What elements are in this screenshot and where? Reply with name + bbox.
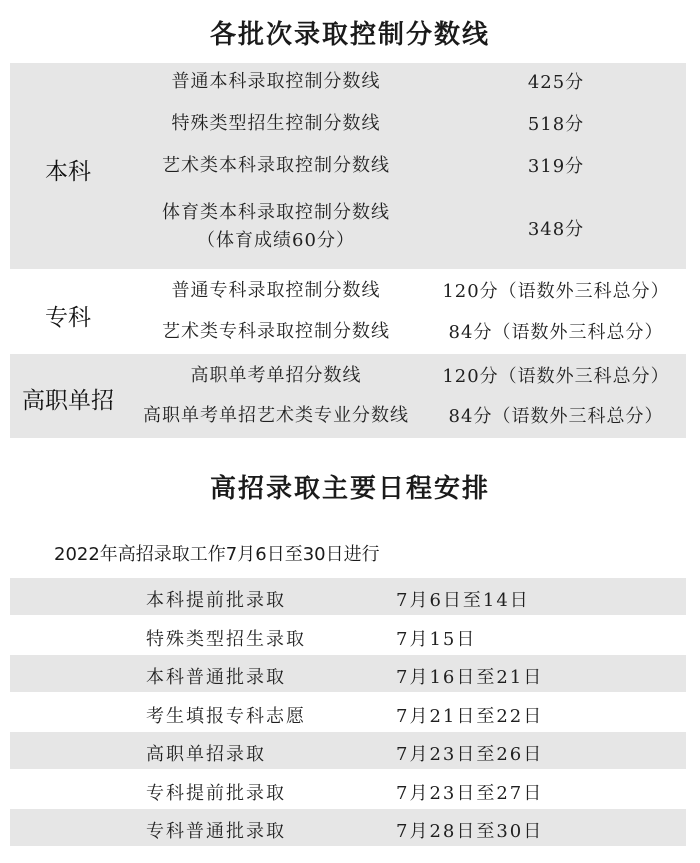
row-name: 艺术类专科录取控制分数线 xyxy=(162,321,390,342)
schedule-event: 考生填报专科志愿 xyxy=(146,706,306,727)
table-row xyxy=(126,402,686,434)
row-name: 普通专科录取控制分数线 xyxy=(171,280,381,301)
schedule-row xyxy=(10,732,686,769)
schedule-date: 7月23日至26日 xyxy=(396,744,544,765)
table-row xyxy=(126,199,686,259)
row-name: 艺术类本科录取控制分数线 xyxy=(162,155,390,176)
schedule-date: 7月16日至21日 xyxy=(396,667,544,688)
schedule-date: 7月23日至27日 xyxy=(396,783,544,804)
row-name: 普通本科录取控制分数线 xyxy=(171,71,381,92)
schedule-event: 本科提前批录取 xyxy=(146,590,286,611)
group-vocational xyxy=(10,354,686,438)
group-undergraduate xyxy=(10,63,686,269)
row-name: 特殊类型招生控制分数线 xyxy=(171,113,381,134)
schedule-row xyxy=(10,809,686,846)
row-value: 84分（语数外三科总分） xyxy=(448,406,664,427)
group-junior-college xyxy=(10,271,686,353)
schedule-title: 高招录取主要日程安排 xyxy=(209,474,490,504)
table-row xyxy=(126,318,686,350)
schedule-date: 7月15日 xyxy=(396,629,477,650)
schedule-event: 专科普通批录取 xyxy=(146,821,286,842)
schedule-event: 特殊类型招生录取 xyxy=(146,629,306,650)
table-row xyxy=(126,68,686,104)
table-row xyxy=(126,362,686,394)
row-name: 高职单考单招分数线 xyxy=(190,365,362,386)
row-value: 84分（语数外三科总分） xyxy=(448,322,664,343)
schedule-date: 7月21日至22日 xyxy=(396,706,544,727)
schedule-date: 7月6日至14日 xyxy=(396,590,530,611)
row-value: 120分（语数外三科总分） xyxy=(442,366,670,387)
schedule-subtitle: 2022年高招录取工作7月6日至30日进行 xyxy=(54,544,380,565)
schedule-row xyxy=(10,617,686,654)
table-row xyxy=(126,277,686,309)
scores-table-title: 各批次录取控制分数线 xyxy=(209,20,490,50)
schedule-row xyxy=(10,771,686,808)
schedule-row xyxy=(10,655,686,692)
schedule-row xyxy=(10,578,686,615)
row-value: 348分 xyxy=(527,219,585,240)
group-label: 本科 xyxy=(45,159,91,185)
schedule-event: 专科提前批录取 xyxy=(146,783,286,804)
row-name-note: （体育成绩60分） xyxy=(197,230,355,251)
group-label: 专科 xyxy=(45,305,91,331)
row-value: 319分 xyxy=(527,156,585,177)
schedule-event: 本科普通批录取 xyxy=(146,667,286,688)
schedule-date: 7月28日至30日 xyxy=(396,821,544,842)
row-value: 518分 xyxy=(527,114,585,135)
schedule-row xyxy=(10,694,686,731)
row-name: 体育类本科录取控制分数线 xyxy=(162,202,390,223)
row-value: 425分 xyxy=(527,72,585,93)
table-row xyxy=(126,152,686,188)
row-name: 高职单考单招艺术类专业分数线 xyxy=(143,405,409,426)
schedule-event: 高职单招录取 xyxy=(146,744,266,765)
table-row xyxy=(126,110,686,146)
group-label: 高职单招 xyxy=(22,388,114,414)
row-value: 120分（语数外三科总分） xyxy=(442,281,670,302)
